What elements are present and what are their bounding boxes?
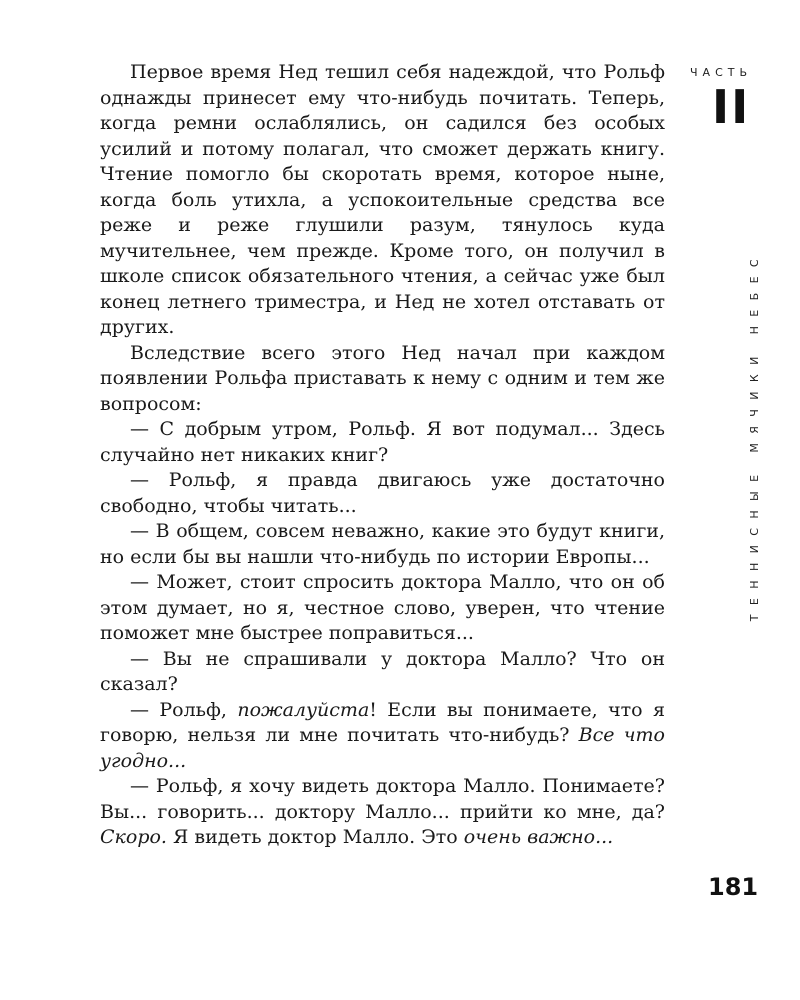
page-number: 181 bbox=[708, 873, 759, 901]
italic-text: очень важно... bbox=[463, 826, 614, 848]
dialog-line: — Может, стоит спросить доктора Малло, что он об этом думает, но я, честное слово, уверен, что чтение поможет мне быстрее поправиться... bbox=[100, 571, 665, 644]
dialog-line bbox=[100, 698, 665, 775]
dialog-line bbox=[100, 774, 665, 851]
body-text bbox=[100, 60, 665, 851]
text-span: — Рольф, я хочу видеть доктора Малло. Понимаете? Вы... говорить... доктору Малло... прийти ко мне, да? bbox=[100, 775, 665, 823]
dialog-line: — С добрым утром, Рольф. Я вот подумал... Здесь случайно нет никаких книг? bbox=[100, 418, 665, 466]
dialog-line: — Вы не спрашивали у доктора Малло? Что он сказал? bbox=[100, 647, 665, 695]
dialog-line: — В общем, совсем неважно, какие это будут книги, но если бы вы нашли что-нибудь по истории Европы... bbox=[100, 520, 665, 568]
text-span: ! Если вы понимаете, что я говорю, нельзя ли мне почитать что-нибудь? bbox=[100, 698, 665, 746]
running-title: ТЕННИСНЫЕ МЯЧИКИ НЕБЕС bbox=[748, 250, 761, 622]
paragraph: Вследствие всего этого Нед начал при каждом появлении Рольфа приставать к нему с одним и тем же вопросом: bbox=[100, 341, 665, 415]
italic-text: Скоро. bbox=[100, 826, 167, 848]
text-span: — Рольф, bbox=[130, 698, 238, 721]
part-number: II bbox=[712, 80, 751, 134]
dialog-line: — Рольф, я правда двигаюсь уже достаточно свободно, чтобы читать... bbox=[100, 469, 665, 517]
paragraph: Первое время Нед тешил себя надеждой, что Рольф однажды принесет ему что-нибудь почитать. Теперь, когда ремни ослаблялись, он садился без особых усилий и потому полагал, что сможет держать книгу. Чтение помогло бы скоротать время, которое ныне, когда боль утихла, а успокоительные средства все реже и реже глушили разум, тянулось куда мучительнее, чем прежде. Кроме того, он получил в школе список обязательного чтения, а сейчас уже был конец летнего триместра, и Нед не хотел отставать от других. bbox=[100, 61, 665, 338]
italic-text: пожалуйста bbox=[237, 698, 370, 721]
italic-text: Все что угодно... bbox=[100, 724, 665, 772]
text-span: Я видеть доктор Малло. Это bbox=[166, 826, 464, 848]
part-label: ЧАСТЬ bbox=[690, 66, 753, 79]
